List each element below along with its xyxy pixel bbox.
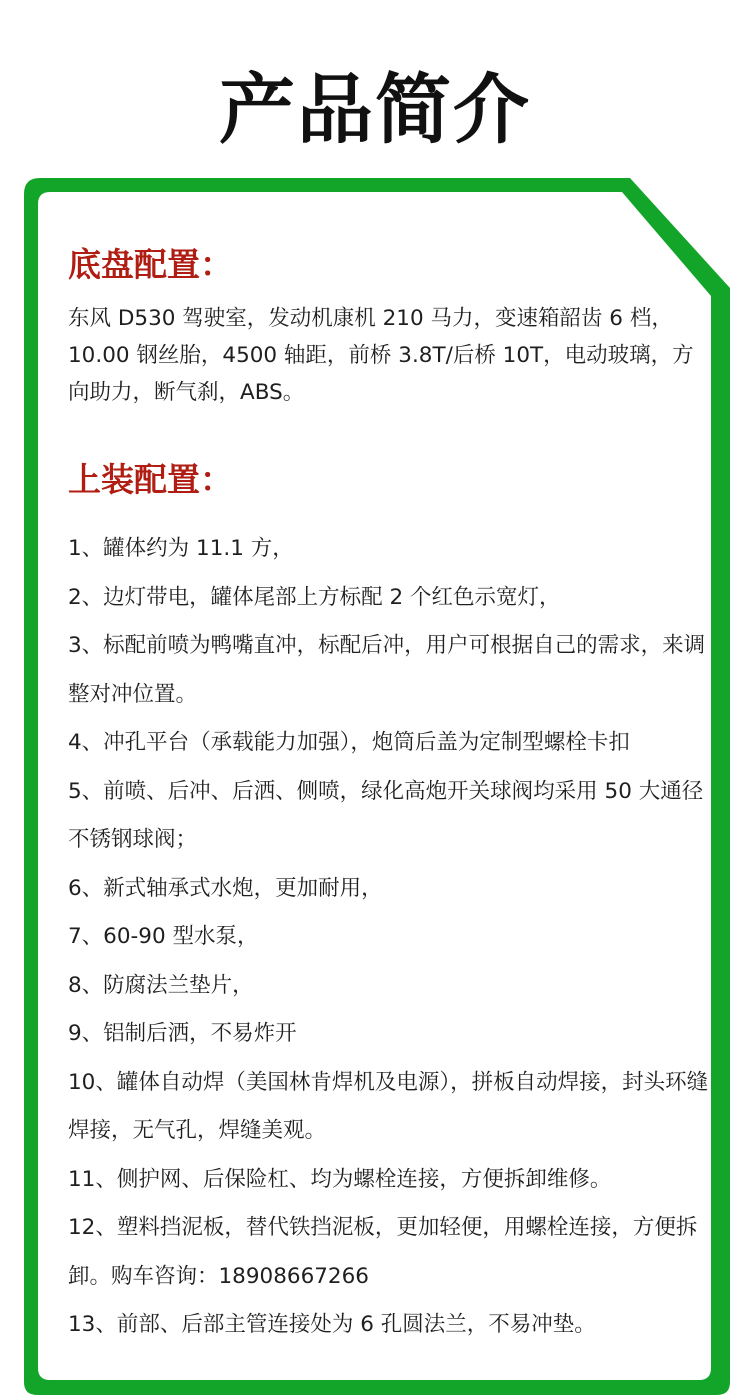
list-item: 2、边灯带电，罐体尾部上方标配 2 个红色示宽灯，: [68, 584, 561, 610]
list-item: 7、60-90 型水泵，: [68, 924, 259, 949]
mount-heading: 上装配置：: [68, 460, 233, 499]
content-area: [68, 240, 710, 1350]
list-item: 10、罐体自动焊（美国林肯焊机及电源），拼板自动焊接，封头环缝焊接，无气孔，焊缝美观。: [68, 1069, 709, 1143]
chassis-heading: 底盘配置：: [68, 245, 233, 284]
page-title: 产品简介: [219, 65, 531, 154]
list-item: 12、塑料挡泥板，替代铁挡泥板，更加轻便，用螺栓连接，方便拆卸。购车咨询：18908667266: [68, 1215, 698, 1289]
list-item: 1、罐体约为 11.1 方，: [68, 536, 294, 561]
list-item: 8、防腐法兰垫片，: [68, 972, 254, 998]
mount-config-list: [68, 525, 710, 1350]
list-item: 5、前喷、后冲、后洒、侧喷，绿化高炮开关球阀均采用 50 大通径不锈钢球阀；: [68, 778, 704, 852]
chassis-description: 东风 D530 驾驶室，发动机康机 210 马力，变速箱韶齿 6 档，10.00 钢丝胎，4500 轴距，前桥 3.8T/后桥 10T，电动玻璃，方向助力，断气刹，ABS。: [68, 306, 694, 405]
list-item: 6、新式轴承式水炮，更加耐用，: [68, 875, 383, 901]
list-item: 11、侧护网、后保险杠、均为螺栓连接，方便拆卸维修。: [68, 1166, 612, 1192]
list-item: 9、铝制后洒，不易炸开: [68, 1021, 297, 1046]
list-item: 3、标配前喷为鸭嘴直冲，标配后冲，用户可根据自己的需求，来调整对冲位置。: [68, 633, 706, 707]
list-item: 13、前部、后部主管连接处为 6 孔圆法兰，不易冲垫。: [68, 1312, 596, 1337]
list-item: 4、冲孔平台（承载能力加强），炮筒后盖为定制型螺栓卡扣: [68, 730, 630, 755]
